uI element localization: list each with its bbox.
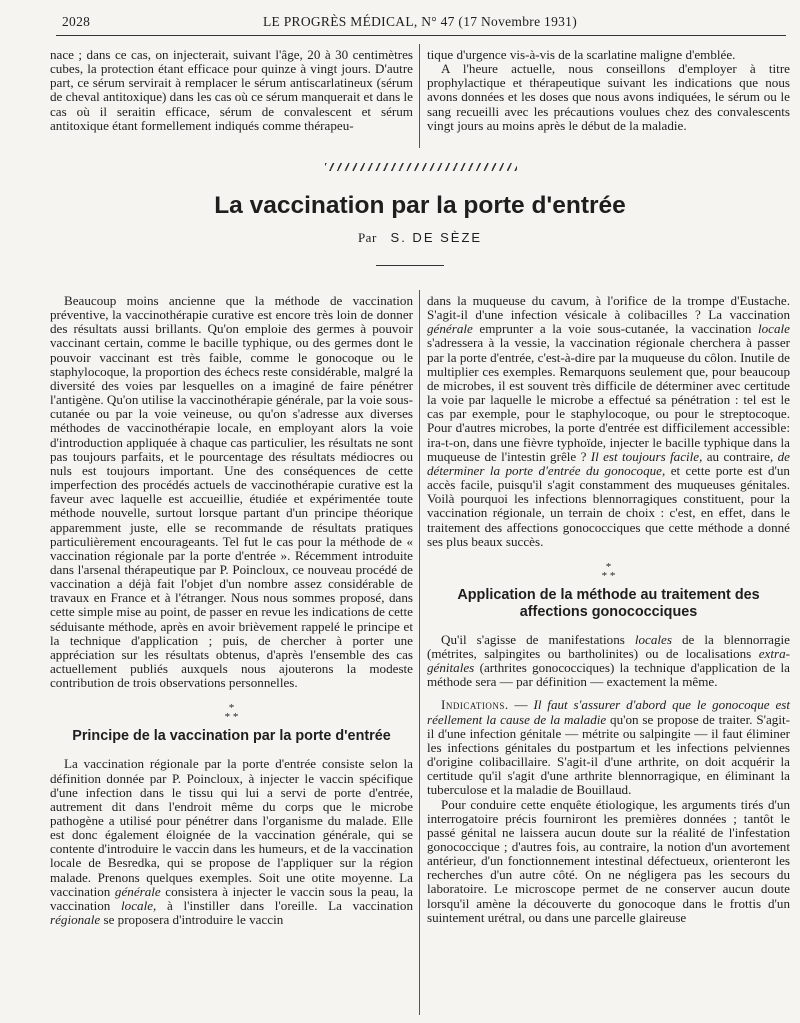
section-stars: * * *: [224, 702, 239, 724]
intro-paragraph: Beaucoup moins ancienne que la méthode de vaccination préventive, la vaccinothérapie curative est encore très loin de donner des résultats aussi brillants. Qu'on emploie des germes à pouvoir vaccinant certain, comme le bacille typhique, ou des germes dont le pouvoir vaccinant est très faible, comme le gonocoque ou le staphylocoque, la proportion des échecs reste considérable, malgré la diversité des voies par lesquelles on a imaginé de faire pénétrer l'antigène. Qu'on utilise la vaccinothérapie générale, par la voie sous-cutanée ou par la voie veineuse, ou qu'on s'adresse aux diverses méthodes de vaccinothérapie locale, en employant alors la voie d'introduction appliquée à chaque cas particulier, les résultats ne sont pas toujours parfaits, et le pourcentage des résultats médiocres ou nuls est toujours important. Une des conséquences de cette imperfection des procédés actuels de vaccinothérapie curative est la faveur avec laquelle est accueillie, étudiée et expérimentée toute méthode nouvelle, surtout lorsque partant d'un principe théorique apparemment juste, elle se recommande de résultats pratiques particulièrement encourageants. Tel fut le cas pour la méthode de « vaccination régionale par la porte d'entrée ». Récemment introduite dans l'arsenal thérapeutique par P. Poincloux, ce nouveau procédé de vaccination a déjà fait l'objet d'un nombre assez considérable de travaux en France et à l'étranger. Nous nous sommes proposé, dans cette simple mise au point, de passer en revue les indications de cette séduisante méthode, après en avoir brièvement rappelé le principe et la technique d'application ; puis, de chercher à porter une appréciation sur les résultats obtenus, d'après l'ensemble des cas actuellement publiés auxquels nous ajouterons la modeste contribution de trois observations personnelles.: [50, 293, 413, 691]
author-name: S. DE SÈZE: [390, 230, 483, 245]
application-paragraph: Qu'il s'agisse de manifestations locales de la blennorragie (métrites, salpingites ou bartholinites) ou de localisations extra-génitales (arthrites gonococciques) la technique d'application de la méthode sera — par définition — exactement la même.: [427, 631, 790, 690]
journal-title: LE PROGRÈS MÉDICAL, N° 47 (17 Novembre 1931): [262, 14, 578, 29]
header-rule: [56, 35, 786, 36]
article-title: La vaccination par la porte d'entrée: [214, 192, 626, 219]
continuation-right-column: [427, 48, 790, 133]
principe-paragraph: La vaccination régionale par la porte d'entrée consiste selon la définition donnée par P. Poincloux, à injecter le vaccin spécifique d'une infection dans le tissu qui lui a servi de porte d'entrée, autrement dit dans l'endroit même du corps que le microbe pathogène a utilisé pour pénétrer dans l'organisme du malade. Elle est donc également éloignée de la vaccination générale, qui se contente d'introduire le vaccin dans les humeurs, et de la vaccination locale de Besredka, qui se propose de l'appliquer sur la région malade. Prenons quelques exemples. Soit une otite moyenne. La vaccination générale consistera à injecter le vaccin sous la peau, la vaccination locale, à l'instiller dans l'oreille. La vaccination régionale se proposera d'introduire le vaccin: [50, 756, 413, 928]
title-rule: [376, 265, 444, 266]
column-divider-body: [419, 290, 420, 1015]
continuation-text-left: nace ; dans ce cas, on injecterait, suivant l'âge, 20 à 30 centimètres cubes, la protection étant efficace pour quinze à vingt jours. D'autre part, ce sérum servirait à remplacer le sérum antiscarlatineux (sérum de cheval antitoxique) dans les cas où ce sérum manquerait et dans le cas où il seraitin efficace, sérum de convalescent et sérum antitoxique étant formellement indiqués comme thérapeu-: [50, 47, 413, 133]
indications-label: Indications.: [441, 697, 509, 713]
continuation-text-right-2: A l'heure actuelle, nous conseillons d'employer à titre prophylactique et thérapeutique suivant les indications que nous avons données et les doses que nous avons indiquées, le sérum ou le sang recueilli avec les précautions voulues chez des convalescents vingt jours au moins après le début de la maladie.: [427, 61, 790, 133]
article-right-column: [427, 294, 790, 925]
examples-paragraph: dans la muqueuse du cavum, à l'orifice de la trompe d'Eustache. S'agit-il d'une infection vésicale à colibacilles ? La vaccination générale emprunter a la voie sous-cutanée, la vaccination locale s'adressera à la vessie, la vaccination régionale cherchera à passer par la porte d'entrée, c'est-à-dire par la muqueuse du côlon. Inutile de multiplier ces exemples. Remarquons seulement que, pour beaucoup de microbes, il est souvent très difficile de déterminer avec certitude la voie par laquelle le microbe a effectué sa pénétration : tel est le cas par exemple, pour le staphylocoque, ou pour le streptocoque. Pour d'autres microbes, la porte d'entrée est difficilement accessible: ira-t-on, dans une fièvre typhoïde, injecter le bacille typhique dans la muqueuse de l'intestin grêle ? Il est toujours facile, au contraire, de déterminer la porte d'entrée du gonocoque, et cette porte est d'un accès facile, puisqu'il s'agit constamment des muqueuses génitales. Voilà pourquoi les infections blennorragiques constituent, pour la vaccination régionale, un terrain de choix : c'est, en effet, dans le traitement des affections gonococciques que cette méthode a donné ses plus beaux succès.: [427, 293, 790, 549]
page-number: 2028: [62, 14, 91, 29]
section-stars-2: * * *: [601, 560, 616, 582]
indications-paragraph: Indications. — Il faut s'assurer d'abord que le gonocoque est réellement la cause de la maladie qu'on se propose de traiter. S'agit-il d'une infection génitale — métrite ou salpingite — il faut éliminer les infections génitales du postpartum et les infections pelviennes d'origine colibacillaire. S'agit-il d'une arthrite, on doit acquérir la certitude qu'il s'agit d'une arthrite blennorragique, en éliminant la tuberculose et la maladie de Bouillaud.: [427, 697, 790, 798]
section-heading-principe: Principe de la vaccination par la porte d'entrée: [72, 728, 391, 745]
running-header: [62, 14, 778, 36]
separator-ornament: [325, 163, 517, 171]
continuation-text-right-1: tique d'urgence vis-à-vis de la scarlatine maligne d'emblée.: [427, 47, 736, 62]
column-divider-top: [419, 44, 420, 148]
continuation-left-column: [50, 48, 413, 133]
enquete-paragraph: Pour conduire cette enquête étiologique, les arguments tirés d'un interrogatoire précis fourniront les premières données ; tantôt le passé génital ne laissera aucun doute sur la réalité de l'infestation gonococcique ; d'autres fois, au contraire, la notion d'un avortement antérieur, d'un fonctionnement intestinal défectueux, orienteront les recherches d'un autre côté. On ne négligera pas les secours du laboratoire. Le microscope permet de ne conserver aucun doute lorsqu'il amène la découverte du gonocoque dans le frottis d'un suintement urétral, ou dans une parcelle glaireuse: [427, 796, 790, 925]
section-heading-application: Application de la méthode au traitement des affections gonococciques: [457, 586, 760, 620]
byline: [0, 230, 800, 246]
article-left-column: [50, 294, 413, 927]
byline-prefix: Par: [357, 230, 377, 245]
